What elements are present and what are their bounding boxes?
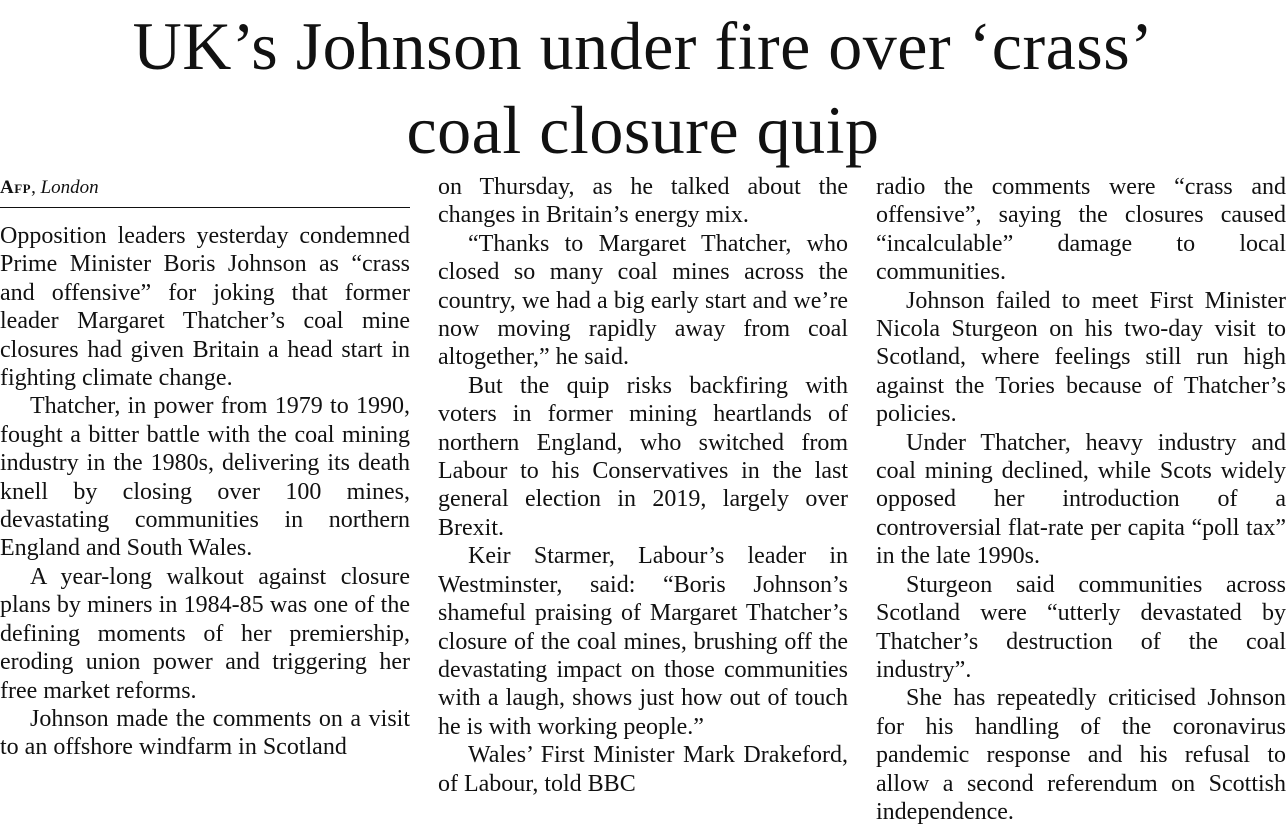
paragraph: Under Thatcher, heavy industry and coal mining declined, while Scots widely opposed her introduction of a controversial flat-rate per capita “poll tax” in the late 1990s. xyxy=(876,429,1286,570)
paragraph: She has repeatedly criticised Johnson for his handling of the coronavirus pandemic response and his refusal to allow a second referendum on Scottish independence. xyxy=(876,685,1286,825)
byline xyxy=(0,173,410,208)
article-column-1 xyxy=(0,173,410,829)
headline-line-2: coal closure quip xyxy=(406,92,880,168)
byline-agency: Afp xyxy=(0,177,32,198)
paragraph: Opposition leaders yesterday condemned Prime Minister Boris Johnson as “crass and offensive” for joking that former leader Margaret Thatcher’s coal mine closures had given Britain a head start in fighting climate change. xyxy=(0,223,410,392)
paragraph: Johnson made the comments on a visit to an offshore windfarm in Scotland xyxy=(0,705,410,761)
paragraph: Keir Starmer, Labour’s leader in Westminster, said: “Boris Johnson’s shameful praising of Margaret Thatcher’s closure of the coal mines, brushing off the devastating impact on those communities with a laugh, shows just how out of touch he is with working people.” xyxy=(438,543,848,740)
paragraph: on Thursday, as he talked about the changes in Britain’s energy mix. xyxy=(438,174,848,229)
article-column-3 xyxy=(876,173,1286,829)
byline-separator: , xyxy=(31,177,41,198)
paragraph: radio the comments were “crass and offensive”, saying the closures caused “incalculable” damage to local communities. xyxy=(876,174,1286,286)
paragraph: Wales’ First Minister Mark Drakeford, of Labour, told BBC xyxy=(438,742,848,797)
paragraph: But the quip risks backfiring with voters in former mining heartlands of northern England, who switched from Labour to his Conservatives in the last general election in 2019, largely over Brexit. xyxy=(438,372,848,541)
paragraph: Johnson failed to meet First Minister Nicola Sturgeon on his two-day visit to Scotland, where feelings still run high against the Tories because of Thatcher’s policies. xyxy=(876,287,1286,428)
paragraph: Sturgeon said communities across Scotland were “utterly devastated by Thatcher’s destruction of the coal industry”. xyxy=(876,571,1286,683)
paragraph: Thatcher, in power from 1979 to 1990, fought a bitter battle with the coal mining industry in the 1980s, delivering its death knell by closing over 100 mines, devastating communities in northern England and South Wales. xyxy=(0,393,410,562)
byline-place: London xyxy=(40,177,99,198)
article-column-2 xyxy=(438,173,848,829)
paragraph: “Thanks to Margaret Thatcher, who closed so many coal mines across the country, we had a big early start and we’re now moving rapidly away from coal altogether,” he said. xyxy=(438,230,848,371)
headline xyxy=(0,4,1286,172)
headline-line-1: UK’s Johnson under fire over ‘crass’ xyxy=(132,8,1154,84)
paragraph: A year-long walkout against closure plans by miners in 1984-85 was one of the defining moments of her premiership, eroding union power and triggering her free market reforms. xyxy=(0,563,410,704)
